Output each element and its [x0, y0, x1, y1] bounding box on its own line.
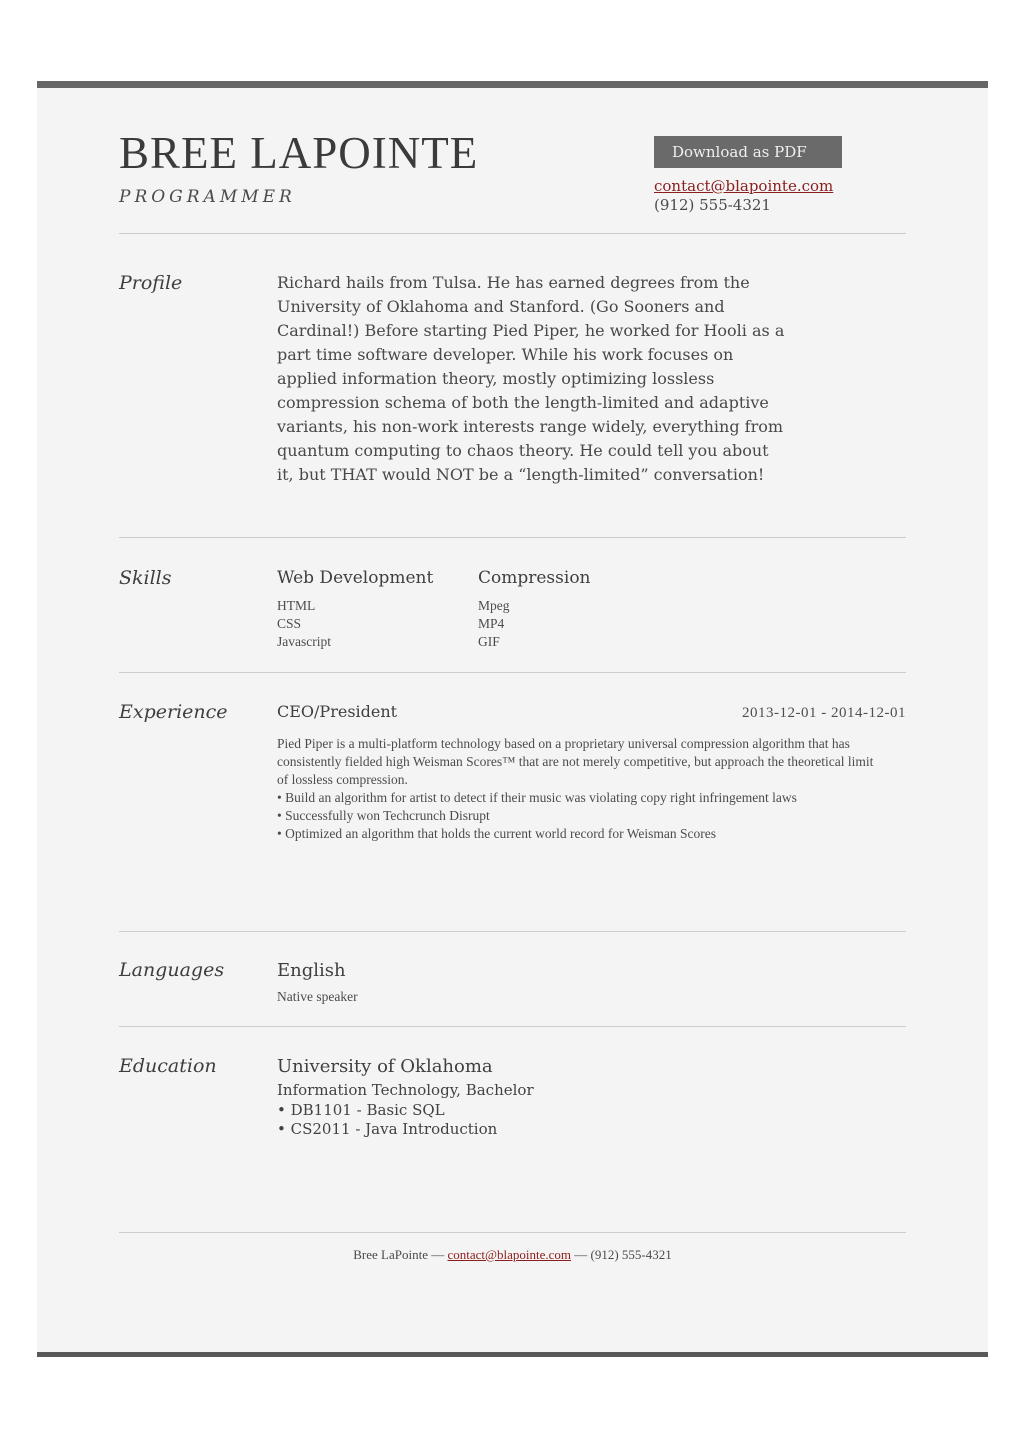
section-experience	[119, 672, 906, 931]
education-degree: Information Technology, Bachelor	[277, 1081, 534, 1099]
language-name: English	[277, 960, 346, 981]
skill-item: MP4	[478, 616, 505, 631]
job-dates: 2013-12-01 - 2014-12-01	[742, 705, 906, 721]
skill-item: Javascript	[277, 634, 331, 649]
footer-separator: —	[574, 1247, 588, 1262]
resume-page	[37, 81, 988, 1357]
section-label-education: Education	[119, 1055, 217, 1077]
footer-email-link[interactable]: contact@blapointe.com	[447, 1247, 571, 1262]
footer-phone: (912) 555-4321	[590, 1247, 672, 1262]
job-highlight: • Optimized an algorithm that holds the current world record for Weisman Scores	[277, 825, 906, 843]
language-fluency: Native speaker	[277, 989, 358, 1004]
email-link[interactable]: contact@blapointe.com	[654, 177, 834, 195]
section-education	[119, 1026, 906, 1232]
contact-block	[654, 136, 906, 233]
skill-item: HTML	[277, 598, 316, 613]
job-highlight: • Build an algorithm for artist to detect if their music was violating copy right infringement laws	[277, 789, 906, 807]
profile-text: Richard hails from Tulsa. He has earned degrees from the University of Oklahoma and Stanford. (Go Sooners and Cardinal!) Before starting Pied Piper, he worked for Hooli as a part time software developer. While his work focuses on applied information theory, mostly optimizing lossless compression schema of both the length-limited and adaptive variants, his non-work interests range widely, everything from quantum computing to chaos theory. He could tell you about it, but THAT would NOT be a “length-limited” conversation!	[277, 273, 785, 484]
skill-group-compression	[478, 566, 679, 651]
job-highlight: • Successfully won Techcrunch Disrupt	[277, 807, 906, 825]
skill-item: GIF	[478, 634, 500, 649]
job-position: CEO/President	[277, 702, 398, 721]
section-languages	[119, 931, 906, 1026]
skill-group-web-development	[277, 566, 478, 651]
skill-item: Mpeg	[478, 598, 510, 613]
footer-separator: —	[431, 1247, 445, 1262]
section-label-languages: Languages	[119, 959, 225, 981]
section-label-skills: Skills	[119, 567, 172, 589]
download-pdf-button[interactable]: Download as PDF	[654, 136, 842, 168]
person-job-title: PROGRAMMER	[119, 187, 296, 207]
education-course: • CS2011 - Java Introduction	[277, 1120, 906, 1139]
skill-item: CSS	[277, 616, 302, 631]
education-institution: University of Oklahoma	[277, 1056, 493, 1077]
resume-header	[119, 88, 906, 233]
section-skills	[119, 537, 906, 672]
experience-entry-header	[277, 700, 906, 724]
job-summary: Pied Piper is a multi-platform technology based on a proprietary universal compression algorithm that has consistently fielded high Weisman Scores™ that are not merely competitive, but approach the theoretical limit of lossless compression.	[277, 736, 874, 787]
footer-name: Bree LaPointe	[353, 1247, 428, 1262]
education-course: • DB1101 - Basic SQL	[277, 1101, 906, 1120]
section-label-profile: Profile	[119, 272, 183, 294]
skill-group-name: Compression	[478, 568, 591, 588]
person-name: BREE LAPOINTE	[119, 128, 479, 178]
skill-group-name: Web Development	[277, 568, 434, 588]
section-profile	[119, 233, 906, 537]
identity-block	[119, 128, 478, 233]
phone-number: (912) 555-4321	[654, 196, 771, 214]
resume-footer	[119, 1232, 906, 1352]
section-label-experience: Experience	[119, 701, 228, 723]
